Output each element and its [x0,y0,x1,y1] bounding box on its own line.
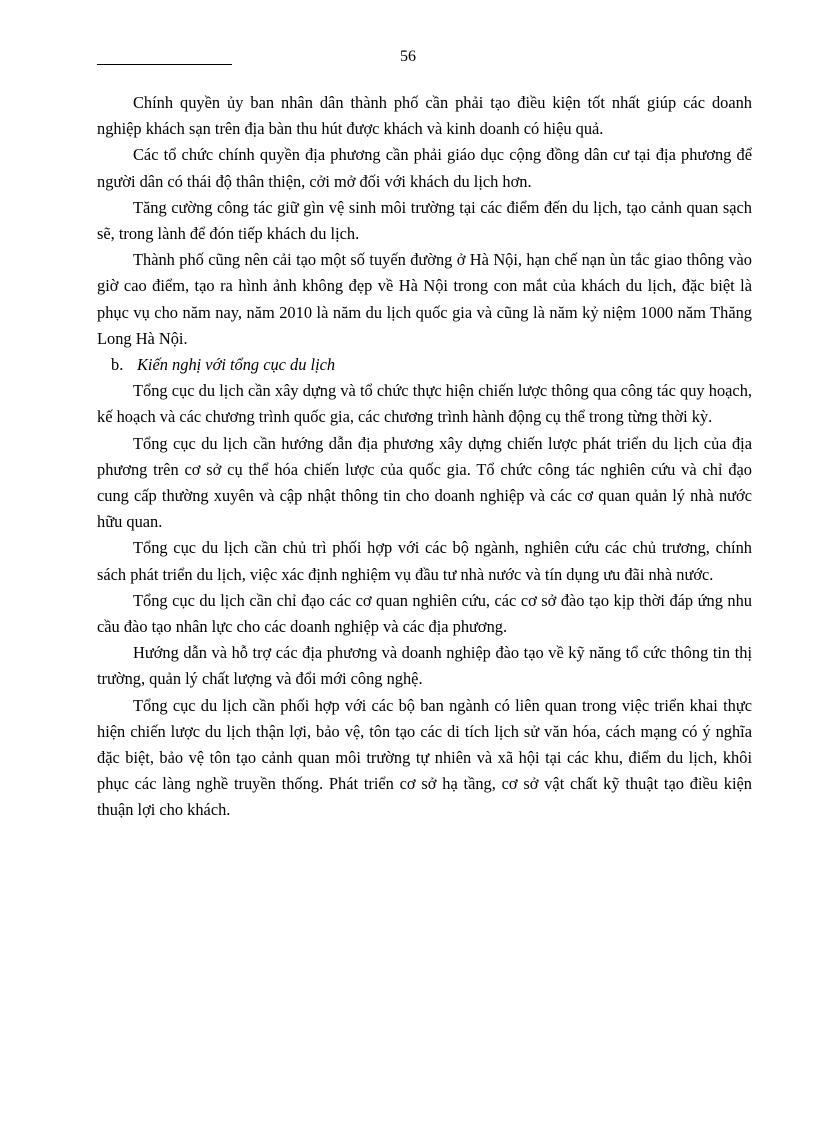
page-number: 56 [400,48,416,65]
paragraph: Chính quyền ủy ban nhân dân thành phố cần phải tạo điều kiện tốt nhất giúp các doanh nghiệp khách sạn trên địa bàn thu hút được khách và kinh doanh có hiệu quả. [97,93,752,139]
paragraph: Thành phố cũng nên cải tạo một số tuyến đường ở Hà Nội, hạn chế nạn ùn tắc giao thông vào giờ cao điểm, tạo ra hình ảnh không đẹp về Hà Nội trong con mắt của khách du lịch, đặc biệt là phục vụ cho năm nay, năm 2010 là năm du lịch quốc gia và cũng là năm kỷ niệm 1000 năm Thăng Long Hà Nội. [97,250,752,348]
paragraph: Các tổ chức chính quyền địa phương cần phải giáo dục cộng đồng dân cư tại địa phương để người dân có thái độ thân thiện, cởi mở đối với khách du lịch hơn. [97,145,752,191]
paragraph: Tổng cục du lịch cần phối hợp với các bộ ban ngành có liên quan trong việc triển khai thực hiện chiến lược du lịch thận lợi, bảo vệ, tôn tạo các di tích lịch sử văn hóa, cách mạng có ý nghĩa đặc biệt, bảo vệ tôn tạo cảnh quan môi trường tự nhiên và xã hội tại các khu, điểm du lịch, khôi phục các làng nghề truyền thống. Phát triển cơ sở hạ tầng, cơ sở vật chất kỹ thuật tạo điều kiện thuận lợi cho khách. [97,695,752,820]
paragraph: Hướng dẫn và hỗ trợ các địa phương và doanh nghiệp đào tạo về kỹ năng tổ cức thông tin thị trường, quản lý chất lượng và đổi mới công nghệ. [97,643,752,689]
subheading-title: Kiến nghị với tổng cục du lịch [137,355,336,375]
paragraph: Tổng cục du lịch cần chủ trì phối hợp với các bộ ngành, nghiên cứu các chủ trương, chính sách phát triển du lịch, việc xác định nghiệm vụ đầu tư nhà nước và tín dụng ưu đãi nhà nước. [97,538,752,584]
page-body [97,90,752,824]
paragraph: Tổng cục du lịch cần chỉ đạo các cơ quan nghiên cứu, các cơ sở đào tạo kịp thời đáp ứng nhu cầu đào tạo nhân lực cho các doanh nghiệp và các địa phương. [97,590,752,637]
subheading-letter: b. [111,355,124,375]
paragraph: Tổng cục du lịch cần hướng dẫn địa phương xây dựng chiến lược phát triển du lịch của địa phương trên cơ sở cụ thể hóa chiến lược của quốc gia. Tổ chức công tác nghiên cứu và chỉ đạo cung cấp thường xuyên và cập nhật thông tin cho doanh nghiệp và các cơ quan quản lý nhà nước hữu quan. [97,433,752,532]
paragraph: Tăng cường công tác giữ gìn vệ sinh môi trường tại các điểm đến du lịch, tạo cảnh quan sạch sẽ, trong lành để đón tiếp khách du lịch. [97,197,752,244]
paragraph: Tổng cục du lịch cần xây dựng và tổ chức thực hiện chiến lược thông qua công tác quy hoạch, kế hoạch và các chương trình quốc gia, các chương trình hành động cụ thể trong từng thời kỳ. [97,381,752,427]
section-subheading [97,352,752,378]
